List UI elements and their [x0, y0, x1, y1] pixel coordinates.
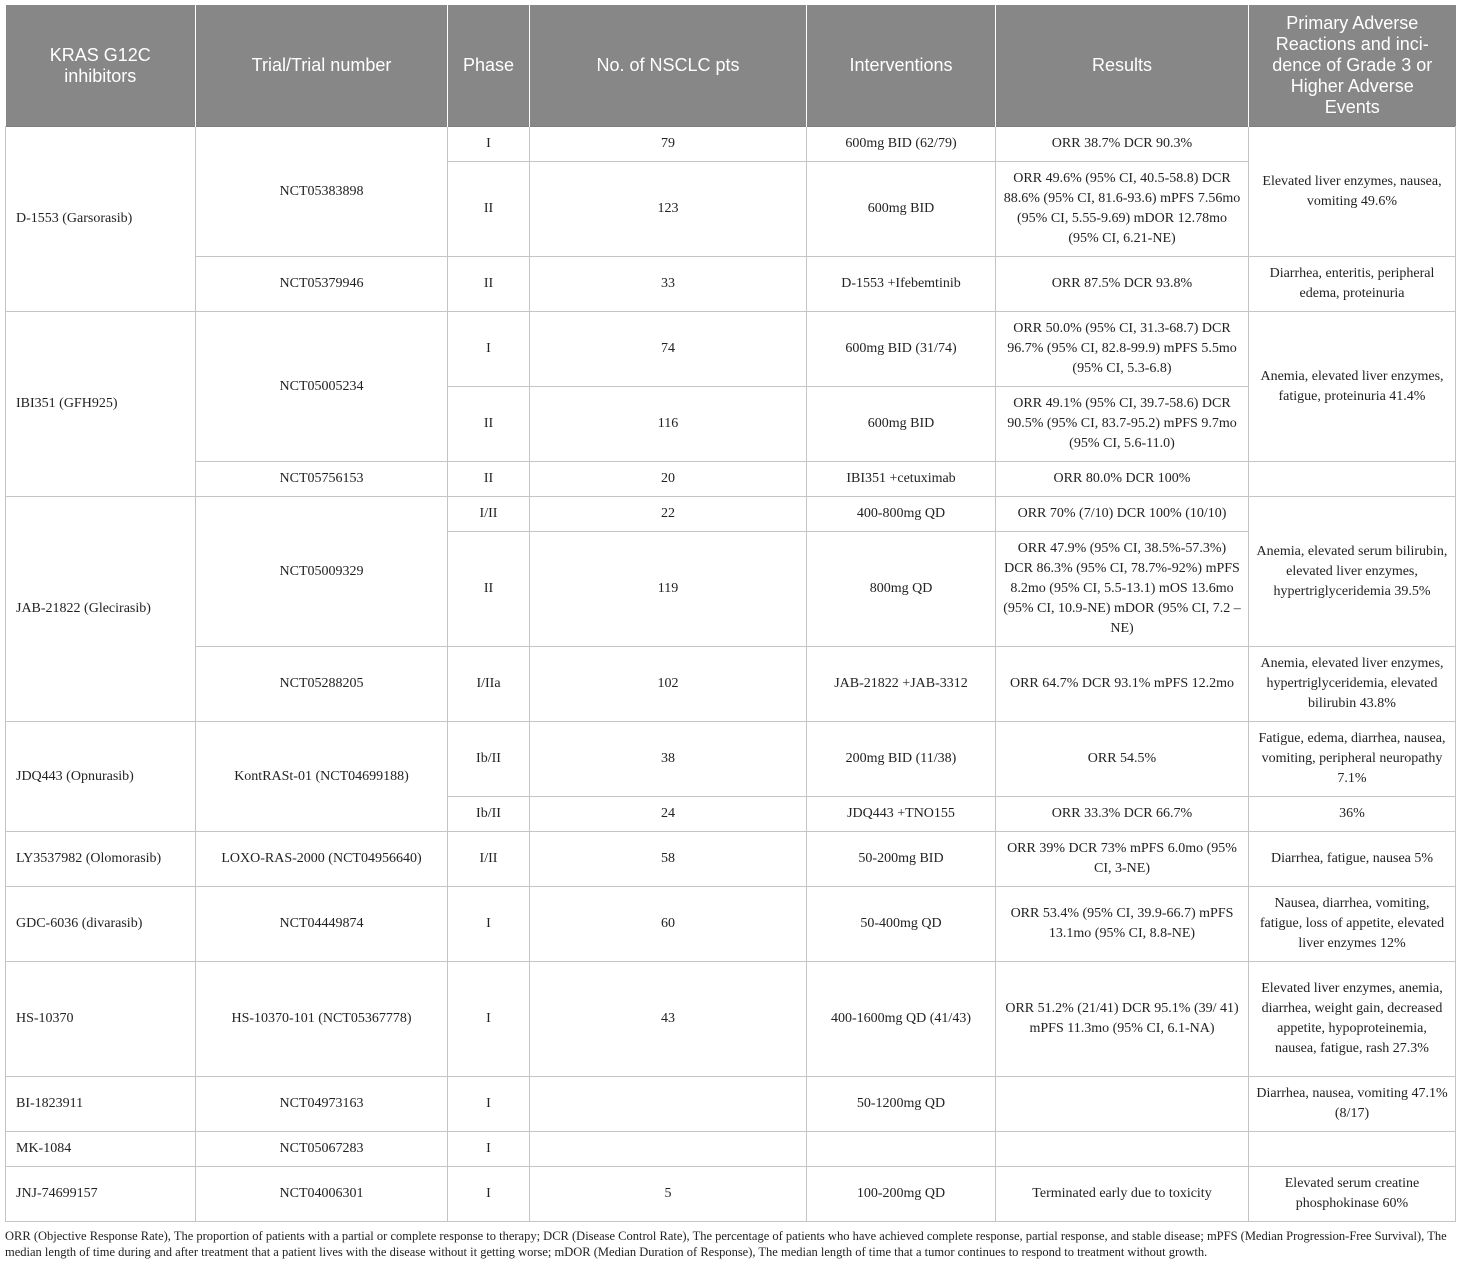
- table-row: [6, 1077, 1456, 1132]
- pts-cell: 20: [530, 462, 807, 497]
- phase-cell: II: [448, 162, 530, 257]
- table-row: [6, 312, 1456, 387]
- trial-cell: NCT05383898: [196, 127, 448, 257]
- header-adverse: Primary Adverse Reactions and inci-dence of Grade 3 or Higher Adverse Events: [1249, 5, 1456, 127]
- trial-cell: LOXO-RAS-2000 (NCT04956640): [196, 832, 448, 887]
- trial-cell: NCT05756153: [196, 462, 448, 497]
- phase-cell: I: [448, 1077, 530, 1132]
- drug-cell: BI-1823911: [6, 1077, 196, 1132]
- drug-cell: JAB-21822 (Glecirasib): [6, 497, 196, 722]
- adverse-cell: Diarrhea, enteritis, peripheral edema, proteinuria: [1249, 257, 1456, 312]
- adverse-cell: Fatigue, edema, diarrhea, nausea, vomiting, peripheral neuropathy 7.1%: [1249, 722, 1456, 797]
- results-cell: ORR 87.5% DCR 93.8%: [996, 257, 1249, 312]
- results-cell: ORR 53.4% (95% CI, 39.9-66.7) mPFS 13.1mo (95% CI, 8.8-NE): [996, 887, 1249, 962]
- table-row: [6, 127, 1456, 162]
- pts-cell: 60: [530, 887, 807, 962]
- pts-cell: 38: [530, 722, 807, 797]
- phase-cell: Ib/II: [448, 797, 530, 832]
- pts-cell: [530, 1077, 807, 1132]
- interventions-cell: 50-200mg BID: [807, 832, 996, 887]
- results-cell: ORR 54.5%: [996, 722, 1249, 797]
- trial-cell: KontRASt-01 (NCT04699188): [196, 722, 448, 832]
- table-row: [6, 832, 1456, 887]
- table-row: [6, 497, 1456, 532]
- results-cell: ORR 38.7% DCR 90.3%: [996, 127, 1249, 162]
- trial-cell: NCT05009329: [196, 497, 448, 647]
- table-row: [6, 462, 1456, 497]
- table-row: [6, 1132, 1456, 1167]
- drug-cell: GDC-6036 (divarasib): [6, 887, 196, 962]
- phase-cell: II: [448, 257, 530, 312]
- drug-cell: IBI351 (GFH925): [6, 312, 196, 497]
- table-row: [6, 647, 1456, 722]
- results-cell: ORR 64.7% DCR 93.1% mPFS 12.2mo: [996, 647, 1249, 722]
- interventions-cell: 50-400mg QD: [807, 887, 996, 962]
- adverse-cell: Nausea, diarrhea, vomiting, fatigue, loss of appetite, elevated liver enzymes 12%: [1249, 887, 1456, 962]
- phase-cell: I: [448, 887, 530, 962]
- trial-cell: NCT04449874: [196, 887, 448, 962]
- phase-cell: I: [448, 312, 530, 387]
- interventions-cell: 600mg BID: [807, 387, 996, 462]
- drug-cell: JNJ-74699157: [6, 1167, 196, 1222]
- phase-cell: I: [448, 962, 530, 1077]
- pts-cell: 116: [530, 387, 807, 462]
- results-cell: Terminated early due to toxicity: [996, 1167, 1249, 1222]
- results-cell: ORR 49.1% (95% CI, 39.7-58.6) DCR 90.5% (95% CI, 83.7-95.2) mPFS 9.7mo (95% CI, 5.6-11.0): [996, 387, 1249, 462]
- table-footnote: ORR (Objective Response Rate), The proportion of patients with a partial or complete response to therapy; DCR (Disease Control Rate), The percentage of patients who have achieved complete response, partial response, and stable disease; mPFS (Median Progression-Free Survival), The median length of time during and after treatment that a patient lives with the disease without it getting worse; mDOR (Median Duration of Response), The median length of time that a tumor continues to respond to treatment without growth.: [5, 1229, 1447, 1259]
- phase-cell: I/II: [448, 832, 530, 887]
- drug-cell: D-1553 (Garsorasib): [6, 127, 196, 312]
- pts-cell: 102: [530, 647, 807, 722]
- table-row: [6, 1167, 1456, 1222]
- adverse-cell: Anemia, elevated serum bilirubin, elevated liver enzymes, hypertriglyceridemia 39.5%: [1249, 497, 1456, 647]
- phase-cell: I: [448, 1132, 530, 1167]
- interventions-cell: 50-1200mg QD: [807, 1077, 996, 1132]
- kras-inhibitors-table: [5, 5, 1456, 1222]
- results-cell: ORR 39% DCR 73% mPFS 6.0mo (95% CI, 3-NE): [996, 832, 1249, 887]
- adverse-cell: Elevated liver enzymes, anemia, diarrhea, weight gain, decreased appetite, hypoproteinemia, nausea, fatigue, rash 27.3%: [1249, 962, 1456, 1077]
- pts-cell: 24: [530, 797, 807, 832]
- interventions-cell: 600mg BID (62/79): [807, 127, 996, 162]
- trial-cell: NCT05288205: [196, 647, 448, 722]
- results-cell: ORR 33.3% DCR 66.7%: [996, 797, 1249, 832]
- pts-cell: 123: [530, 162, 807, 257]
- interventions-cell: 400-1600mg QD (41/43): [807, 962, 996, 1077]
- adverse-cell: Anemia, elevated liver enzymes, fatigue, proteinuria 41.4%: [1249, 312, 1456, 462]
- header-phase: Phase: [448, 5, 530, 127]
- drug-cell: LY3537982 (Olomorasib): [6, 832, 196, 887]
- pts-cell: 58: [530, 832, 807, 887]
- interventions-cell: 800mg QD: [807, 532, 996, 647]
- phase-cell: II: [448, 462, 530, 497]
- table-container: [5, 5, 1455, 1260]
- drug-cell: MK-1084: [6, 1132, 196, 1167]
- pts-cell: 5: [530, 1167, 807, 1222]
- trial-cell: NCT04973163: [196, 1077, 448, 1132]
- phase-cell: I: [448, 127, 530, 162]
- adverse-cell: Elevated liver enzymes, nausea, vomiting 49.6%: [1249, 127, 1456, 257]
- drug-cell: JDQ443 (Opnurasib): [6, 722, 196, 832]
- results-cell: ORR 51.2% (21/41) DCR 95.1% (39/ 41) mPFS 11.3mo (95% CI, 6.1-NA): [996, 962, 1249, 1077]
- phase-cell: II: [448, 532, 530, 647]
- phase-cell: I: [448, 1167, 530, 1222]
- results-cell: [996, 1077, 1249, 1132]
- interventions-cell: 600mg BID: [807, 162, 996, 257]
- adverse-cell: Anemia, elevated liver enzymes, hypertriglyceridemia, elevated bilirubin 43.8%: [1249, 647, 1456, 722]
- interventions-cell: JAB-21822 +JAB-3312: [807, 647, 996, 722]
- header-results: Results: [996, 5, 1249, 127]
- table-row: [6, 962, 1456, 1077]
- adverse-cell: Diarrhea, fatigue, nausea 5%: [1249, 832, 1456, 887]
- trial-cell: NCT05379946: [196, 257, 448, 312]
- table-row: [6, 722, 1456, 797]
- interventions-cell: D-1553 +Ifebemtinib: [807, 257, 996, 312]
- interventions-cell: [807, 1132, 996, 1167]
- table-row: [6, 887, 1456, 962]
- phase-cell: I/II: [448, 497, 530, 532]
- drug-cell: HS-10370: [6, 962, 196, 1077]
- adverse-cell: Elevated serum creatine phosphokinase 60%: [1249, 1167, 1456, 1222]
- trial-cell: NCT04006301: [196, 1167, 448, 1222]
- interventions-cell: 100-200mg QD: [807, 1167, 996, 1222]
- trial-cell: HS-10370-101 (NCT05367778): [196, 962, 448, 1077]
- table-row: [6, 257, 1456, 312]
- phase-cell: Ib/II: [448, 722, 530, 797]
- results-cell: ORR 50.0% (95% CI, 31.3-68.7) DCR 96.7% (95% CI, 82.8-99.9) mPFS 5.5mo (95% CI, 5.3-6.8): [996, 312, 1249, 387]
- phase-cell: II: [448, 387, 530, 462]
- pts-cell: 22: [530, 497, 807, 532]
- results-cell: ORR 49.6% (95% CI, 40.5-58.8) DCR 88.6% (95% CI, 81.6-93.6) mPFS 7.56mo (95% CI, 5.55-9.69) mDOR 12.78mo (95% CI, 6.21-NE): [996, 162, 1249, 257]
- pts-cell: 79: [530, 127, 807, 162]
- phase-cell: I/IIa: [448, 647, 530, 722]
- results-cell: ORR 47.9% (95% CI, 38.5%-57.3%) DCR 86.3% (95% CI, 78.7%-92%) mPFS 8.2mo (95% CI, 5.5-13.1) mOS 13.6mo (95% CI, 10.9-NE) mDOR (95% CI, 7.2 – NE): [996, 532, 1249, 647]
- header-inhibitor: KRAS G12C inhibitors: [6, 5, 196, 127]
- interventions-cell: 400-800mg QD: [807, 497, 996, 532]
- header-pts: No. of NSCLC pts: [530, 5, 807, 127]
- adverse-cell: Diarrhea, nausea, vomiting 47.1%(8/17): [1249, 1077, 1456, 1132]
- header-trial: Trial/Trial number: [196, 5, 448, 127]
- interventions-cell: 200mg BID (11/38): [807, 722, 996, 797]
- adverse-cell: 36%: [1249, 797, 1456, 832]
- pts-cell: [530, 1132, 807, 1167]
- interventions-cell: JDQ443 +TNO155: [807, 797, 996, 832]
- pts-cell: 74: [530, 312, 807, 387]
- adverse-cell: [1249, 462, 1456, 497]
- results-cell: ORR 70% (7/10) DCR 100% (10/10): [996, 497, 1249, 532]
- pts-cell: 33: [530, 257, 807, 312]
- results-cell: [996, 1132, 1249, 1167]
- trial-cell: NCT05005234: [196, 312, 448, 462]
- pts-cell: 119: [530, 532, 807, 647]
- interventions-cell: IBI351 +cetuximab: [807, 462, 996, 497]
- pts-cell: 43: [530, 962, 807, 1077]
- adverse-cell: [1249, 1132, 1456, 1167]
- header-row: [6, 5, 1456, 127]
- results-cell: ORR 80.0% DCR 100%: [996, 462, 1249, 497]
- header-interventions: Interventions: [807, 5, 996, 127]
- trial-cell: NCT05067283: [196, 1132, 448, 1167]
- interventions-cell: 600mg BID (31/74): [807, 312, 996, 387]
